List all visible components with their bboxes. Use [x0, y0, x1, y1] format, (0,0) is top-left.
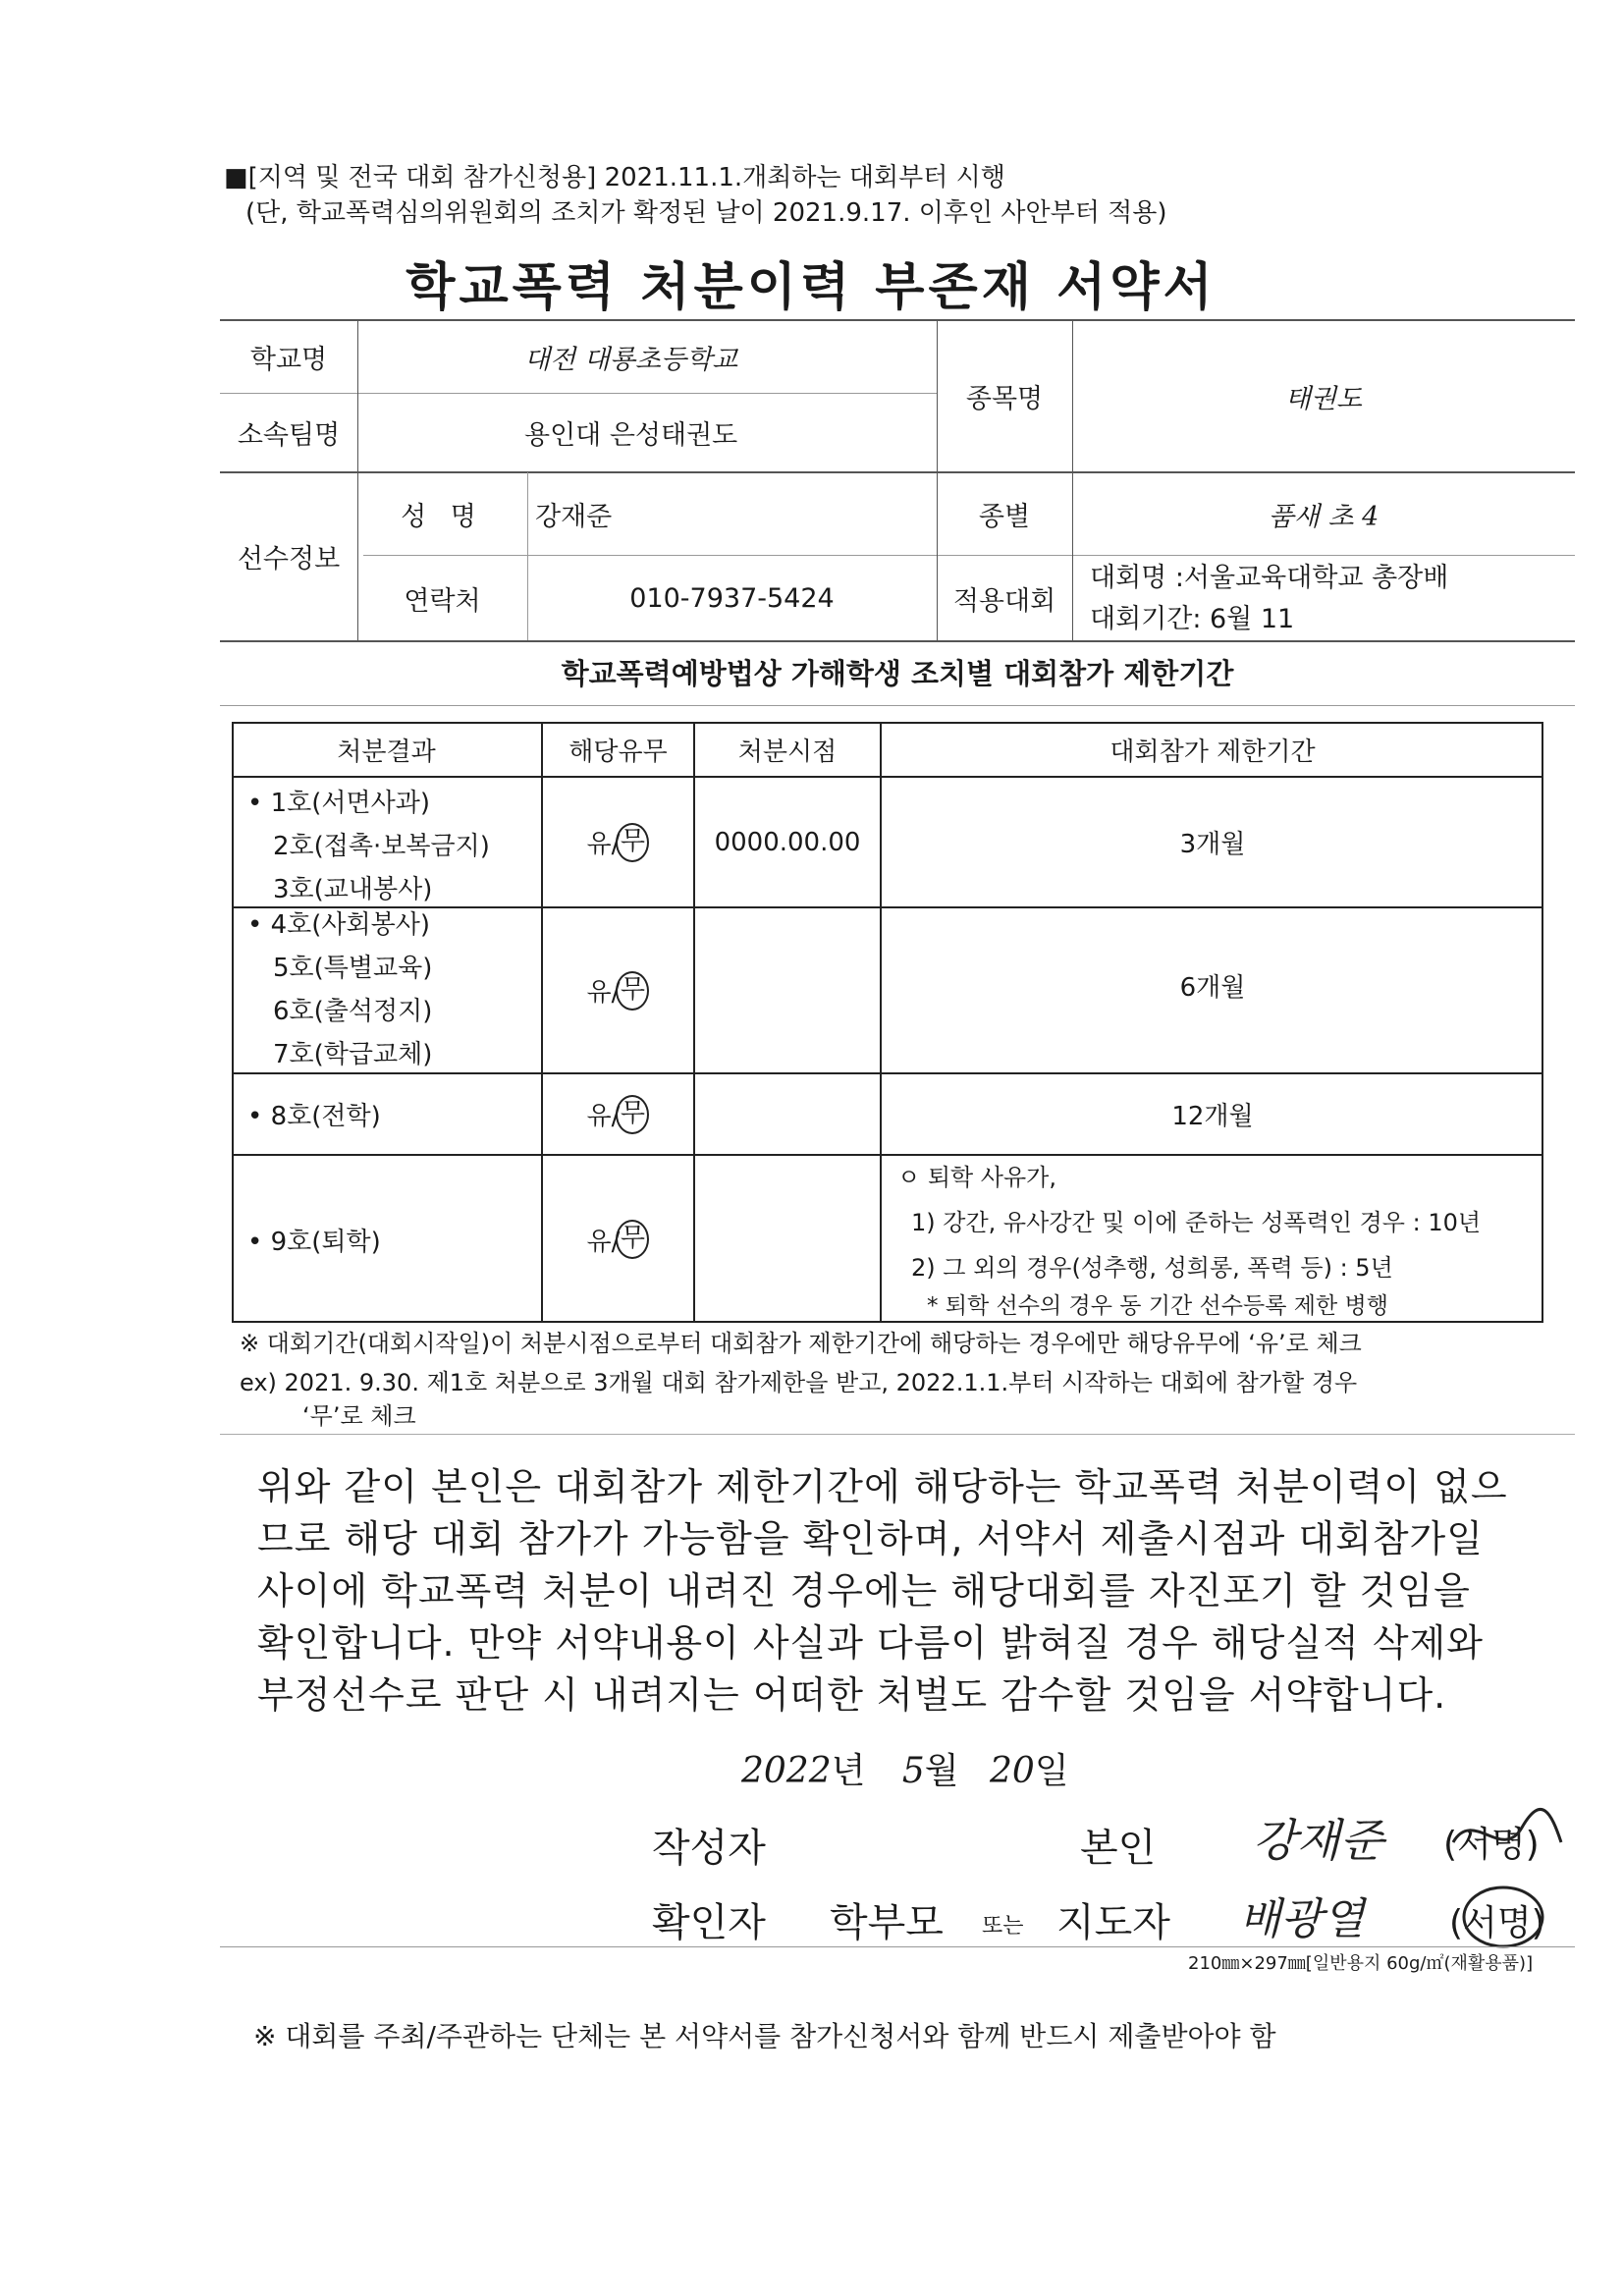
date-month: 5: [901, 1751, 925, 1791]
row-4-applicable: 유/ 무: [543, 1156, 693, 1323]
self-name-handwritten: 강재준: [1253, 1814, 1384, 1867]
header-line-2: (단, 학교폭력심의위원회의 조치가 확정된 날이 2021.9.17. 이후인 사안부터 적용): [245, 198, 1167, 228]
row-1-no-circled: 무: [616, 823, 649, 862]
coach-label: 지도자: [1056, 1900, 1170, 1945]
table-row-2-results: • 4호(사회봉사) 5호(특별교육) 6호(출석정지) 7호(학급교체): [247, 910, 433, 1069]
school-value: 대전 대룡초등학교: [524, 344, 738, 375]
category-label: 종별: [978, 501, 1031, 532]
note-3: ‘무’로 체크: [302, 1402, 416, 1430]
self-label: 본인: [1080, 1826, 1157, 1871]
competition-period: 대회기간: 6월 11: [1090, 604, 1295, 634]
date-year: 2022: [741, 1751, 832, 1791]
player-info-label: 선수정보: [237, 544, 341, 574]
paper-spec: 210㎜×297㎜[일반용지 60g/㎡(재활용품)]: [1188, 1953, 1534, 1974]
competition-name: 대회명 :서울교육대학교 총장배: [1090, 563, 1449, 593]
signature-scribble-self: [1443, 1803, 1571, 1872]
name-value: 강재준: [535, 501, 613, 532]
parent-label: 학부모: [830, 1900, 944, 1945]
document-title: 학교폭력 처분이력 부존재 서약서: [406, 258, 1217, 317]
contact-label: 연락처: [404, 585, 481, 617]
note-1: ※ 대회기간(대회시작일)이 처분시점으로부터 대회참가 제한기간에 해당하는 경우에만 해당유무에 ‘유’로 체크: [240, 1330, 1362, 1357]
table-row-1-results: • 1호(서면사과) 2호(접촉·보복금지) 3호(교내봉사): [247, 789, 490, 904]
header-line-1: ■[지역 및 전국 대회 참가신청용] 2021.11.1.개최하는 대회부터 시행: [224, 163, 1005, 192]
header-date: 처분시점: [737, 738, 838, 767]
coach-sign: (서명): [1449, 1903, 1545, 1943]
row-1-date: 0000.00.00: [714, 827, 861, 857]
coach-name-handwritten: 배광열: [1239, 1894, 1365, 1944]
row-2-no-circled: 무: [616, 971, 649, 1011]
row-1-applicable: 유/ 무: [543, 778, 693, 906]
competition-label: 적용대회: [952, 585, 1056, 617]
team-label: 소속팀명: [237, 420, 341, 451]
header-applicable: 해당유무: [568, 738, 668, 767]
school-label: 학교명: [249, 344, 328, 375]
competition-info: [1090, 558, 1448, 640]
team-value: 용인대 은성태권도: [524, 420, 738, 451]
self-sign: (서명): [1443, 1825, 1540, 1865]
sport-value: 태권도: [1284, 383, 1363, 414]
row-3-no-circled: 무: [616, 1095, 649, 1134]
table-row-4-results: • 9호(퇴학): [247, 1227, 381, 1257]
date-day: 20: [990, 1751, 1035, 1791]
row-3-applicable: 유/ 무: [543, 1074, 693, 1154]
sport-label: 종목명: [965, 383, 1044, 414]
or-label: 또는: [982, 1914, 1024, 1939]
pledge-text: 위와 같이 본인은 대회참가 제한기간에 해당하는 학교폭력 처분이력이 없으 므로 해당 대회 참가가 가능함을 확인하며, 서약서 제출시점과 대회참가일 사이에 학교폭력 처분이 내려진 경우에는 해당대회를 자진포기 할 것임을 확인합니다. 만약 서약내용이 사실과 다름이 밝혀질 경우 해당실적 삭제와 부정선수로 판단 시 내려지는 어떠한 처벌도 감수할 것임을 서약합니다.: [257, 1465, 1508, 1717]
header-result: 처분결과: [337, 738, 436, 767]
row-2-period: 6개월: [1179, 973, 1246, 1003]
row-3-period: 12개월: [1171, 1102, 1254, 1131]
row-2-applicable: 유/ 무: [543, 908, 693, 1072]
author-label: 작성자: [652, 1826, 766, 1871]
category-value: 품새 초 4: [1268, 501, 1380, 532]
contact-value: 010-7937-5424: [629, 582, 835, 614]
footer-note: ※ 대회를 주최/주관하는 단체는 본 서약서를 참가신청서와 함께 반드시 제출받아야 함: [253, 2020, 1276, 2052]
row-4-period: ㅇ 퇴학 사유가, 1) 강간, 유사강간 및 이에 준하는 성폭력인 경우 : 10년 2) 그 외의 경우(성추행, 성희롱, 폭력 등) : 5년 * 퇴학 선수의 경우 동 기간 선수등록 제한 병행: [897, 1164, 1482, 1319]
row-1-period: 3개월: [1179, 830, 1246, 859]
signature-scribble-coach: [1449, 1882, 1557, 1950]
pledge-date: 2022년 5월 20일: [741, 1751, 1069, 1791]
row-4-no-circled: 무: [616, 1220, 649, 1259]
header-period: 대회참가 제한기간: [1109, 738, 1316, 767]
confirmer-label: 확인자: [652, 1900, 766, 1945]
table-row-3-results: • 8호(전학): [247, 1102, 381, 1131]
section-title: 학교폭력예방법상 가해학생 조치별 대회참가 제한기간: [561, 657, 1234, 690]
name-label: 성 명: [401, 501, 484, 532]
note-2: ex) 2021. 9.30. 제1호 처분으로 3개월 대회 참가제한을 받고, 2022.1.1.부터 시작하는 대회에 참가할 경우: [240, 1369, 1358, 1396]
